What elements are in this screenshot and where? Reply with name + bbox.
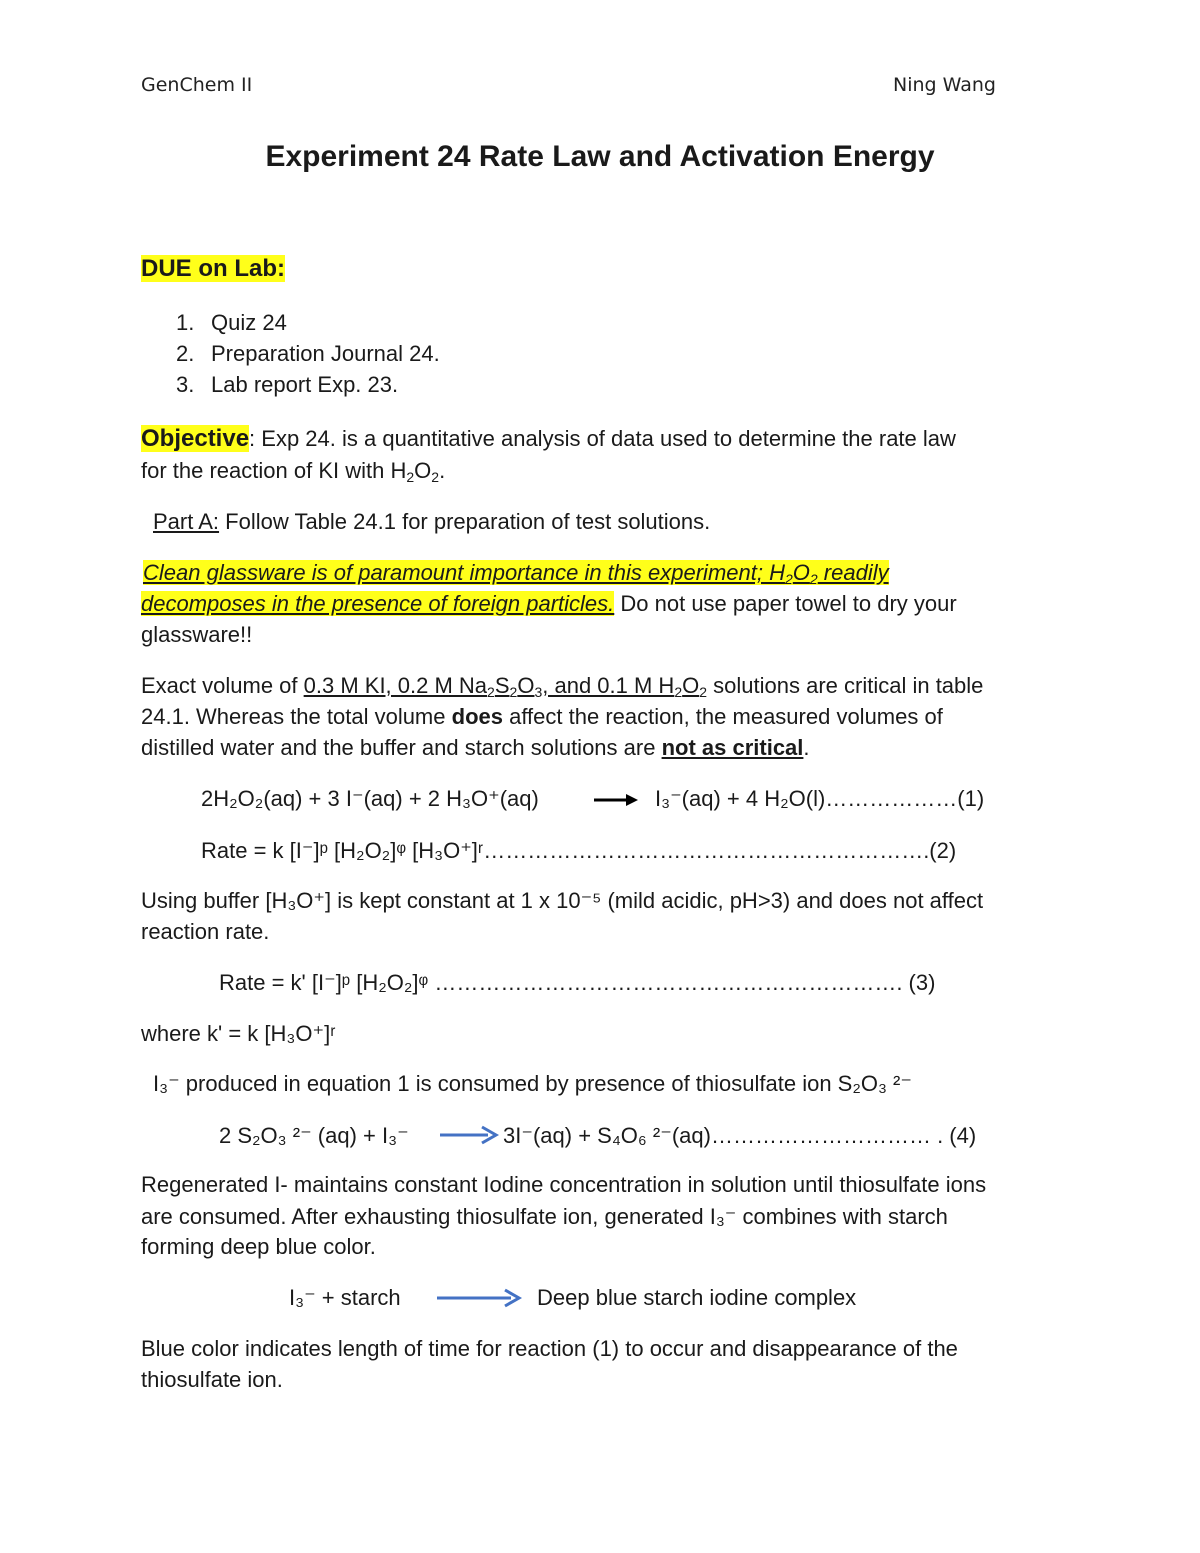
caution-line-3: glassware!!: [141, 622, 253, 647]
exact-text: O: [517, 673, 535, 698]
objective-text-2: for the reaction of KI with H: [141, 458, 407, 483]
objective-line-1: [141, 426, 956, 452]
caution-line-1: [143, 560, 889, 586]
list-item: [176, 310, 287, 336]
part-a-label: Part A:: [153, 509, 220, 534]
exact-text: distilled water and the buffer and starch solutions are: [141, 735, 662, 760]
objective-line-2: [141, 458, 445, 484]
exact-text: solutions are critical in table: [707, 673, 984, 698]
exact-text: .: [803, 735, 810, 760]
header-author: Ning Wang: [893, 74, 996, 96]
list-item: [176, 341, 440, 367]
subscript: 2: [487, 684, 495, 700]
i3-statement: I₃⁻ produced in equation 1 is consumed by presence of thiosulfate ion S₂O₃ ²⁻: [153, 1071, 912, 1096]
caution-text: Clean glassware is of paramount importance in this experiment; H: [143, 560, 785, 585]
subscript: 3: [534, 684, 543, 700]
exact-underlined: [304, 673, 707, 698]
exact-text: affect the reaction, the measured volumes of: [502, 704, 943, 729]
exact-text: O: [682, 673, 700, 698]
exact-text: 0.3 M KI, 0.2 M Na: [303, 673, 488, 698]
list-item-text: Lab report Exp. 23.: [211, 372, 399, 397]
list-item-number: 1.: [176, 310, 195, 335]
list-item-number: 3.: [176, 372, 195, 397]
caution-rest: Do not use paper towel to dry your: [614, 591, 957, 616]
blue-arrow-icon: [438, 1124, 502, 1146]
list-item-text: Quiz 24: [211, 310, 287, 335]
equation-2: Rate = k [I⁻]ᵖ [H₂O₂]ᵠ [H₃O⁺]ʳ…………………………………………………….(2): [201, 838, 957, 863]
subscript: 2: [699, 684, 708, 700]
buffer-line-2: reaction rate.: [141, 919, 270, 944]
part-a: [153, 509, 710, 535]
exact-text: S: [494, 673, 510, 698]
list-item: [176, 372, 398, 398]
subscript: 2: [406, 469, 415, 485]
exact-bold-underlined: not as critical: [661, 735, 804, 760]
header-course: GenChem II: [141, 74, 253, 96]
regen-line-3: forming deep blue color.: [141, 1234, 376, 1259]
blue-line-2: thiosulfate ion.: [141, 1367, 283, 1392]
caution-text: O: [792, 560, 810, 585]
equation-4-right: 3I⁻(aq) + S₄O₆ ²⁻(aq)………………………… . (4): [503, 1123, 977, 1148]
part-a-text: Follow Table 24.1 for preparation of test solutions.: [219, 509, 711, 534]
equation-1-left: 2H₂O₂(aq) + 3 I⁻(aq) + 2 H₃O⁺(aq): [201, 786, 539, 811]
blue-line-1: Blue color indicates length of time for reaction (1) to occur and disappearance of the: [141, 1336, 958, 1361]
regen-line-2: are consumed. After exhausting thiosulfate ion, generated I₃⁻ combines with starch: [141, 1204, 948, 1229]
subscript: 2: [674, 684, 683, 700]
equation-1-right: I₃⁻(aq) + 4 H₂O(l)………………(1): [655, 786, 985, 811]
exact-line-3: [141, 735, 810, 761]
caution-text: readily: [817, 560, 889, 585]
exact-line-2: [141, 704, 943, 730]
objective-label: Objective: [141, 425, 250, 452]
equation-4-left: 2 S₂O₃ ²⁻ (aq) + I₃⁻: [219, 1123, 409, 1148]
caution-highlight-1: [143, 560, 889, 585]
regen-line-1: Regenerated I- maintains constant Iodine concentration in solution until thiosulfate ions: [141, 1172, 987, 1197]
objective-text-2b: O: [414, 458, 432, 483]
caution-line-2: [141, 591, 957, 617]
subscript: 2: [809, 571, 818, 587]
caution-highlight-2: decomposes in the presence of foreign particles.: [141, 591, 615, 616]
list-item-text: Preparation Journal 24.: [211, 341, 440, 366]
exact-text: Exact volume of: [141, 673, 304, 698]
blue-arrow-icon: [435, 1287, 525, 1309]
subscript: 2: [431, 469, 440, 485]
subscript: 2: [784, 571, 793, 587]
exact-bold: does: [451, 704, 503, 729]
due-heading-text: DUE on Lab:: [141, 255, 285, 282]
objective-text-2c: .: [439, 458, 446, 483]
equation-3: Rate = k' [I⁻]ᵖ [H₂O₂]ᵠ ………………………………………………………. (3): [219, 970, 936, 995]
kprime-definition: where k' = k [H₃O⁺]ʳ: [141, 1021, 336, 1046]
subscript: 2: [509, 684, 518, 700]
starch-left: I₃⁻ + starch: [289, 1285, 401, 1310]
page-title: Experiment 24 Rate Law and Activation Energy: [265, 140, 935, 173]
objective-text: : Exp 24. is a quantitative analysis of data used to determine the rate law: [249, 426, 956, 451]
buffer-line-1: Using buffer [H₃O⁺] is kept constant at 1 x 10⁻⁵ (mild acidic, pH>3) and does not affect: [141, 888, 984, 913]
exact-text: 24.1. Whereas the total volume: [141, 704, 452, 729]
exact-line-1: [141, 673, 983, 699]
exact-text: , and 0.1 M H: [542, 673, 675, 698]
starch-right: Deep blue starch iodine complex: [537, 1285, 857, 1310]
list-item-number: 2.: [176, 341, 195, 366]
arrow-icon: [592, 790, 640, 810]
due-heading: [141, 256, 285, 282]
